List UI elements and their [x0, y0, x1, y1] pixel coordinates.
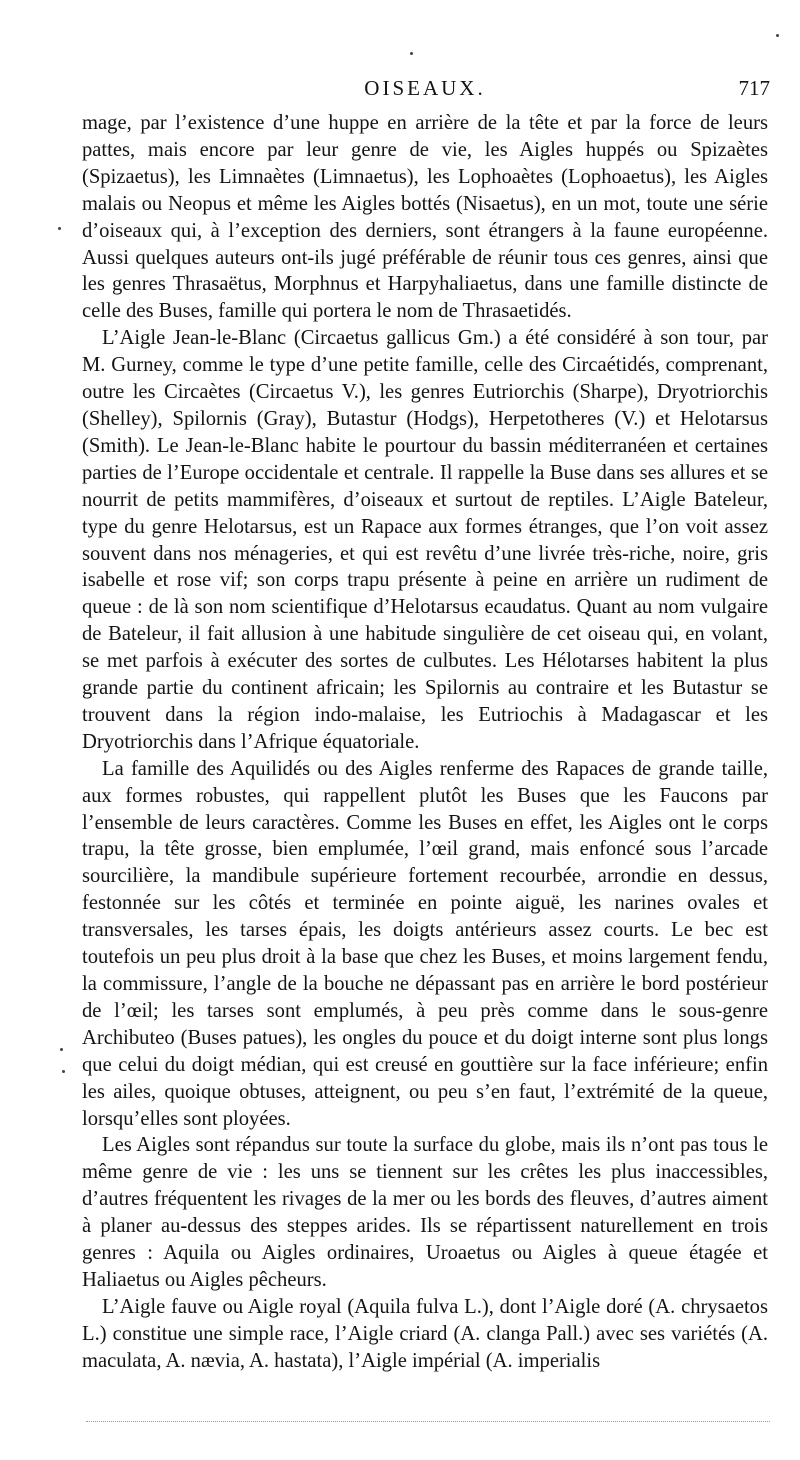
paragraph-aquila-species: L’Aigle fauve ou Aigle royal (Aquila fulva L.), dont l’Aigle doré (A. chrysaetos L.) constitue une simple race, l’Aigle criard (A. clanga Pall.) avec ses variétés (A. maculata, A. nævia, A. hastata), l’Aigle impérial (A. imperialis [82, 1295, 768, 1372]
scan-speck [58, 227, 61, 230]
page-number: 717 [738, 76, 770, 100]
bottom-scan-noise [86, 1421, 770, 1422]
paragraph-distribution: Les Aigles sont répandus sur toute la surface du globe, mais ils n’ont pas tous le même genre de vie : les uns se tiennent sur les crêtes les plus inaccessibles, d’autres fréquentent les rivages de la mer ou les bords des fleuves, d’autres aiment à planer au-dessus des steppes arides. Ils se répartissent naturellement en trois genres : Aquila ou Aigles ordinaires, Uroaetus ou Aigles à queue étagée et Haliaetus ou Aigles pêcheurs. [82, 1134, 768, 1291]
scan-speck [60, 1048, 63, 1051]
scan-speck [776, 34, 779, 37]
scan-speck [410, 52, 413, 55]
running-title: OISEAUX. [364, 76, 486, 100]
scan-speck [62, 1070, 65, 1073]
paragraph-aquilidae: La famille des Aquilidés ou des Aigles renferme des Rapaces de grande taille, aux formes robustes, qui rappellent plutôt les Buses que les Faucons par l’ensemble de leurs caractères. Comme les Buses en effet, les Aigles ont le corps trapu, la tête grosse, bien emplumée, l’œil grand, mais enfoncé sous l’arcade sourcilière, la mandibule supérieure fortement recourbée, arrondie en dessus, festonnée sur les côtés et terminée en pointe aiguë, les narines ovales et transversales, les tarses épais, les doigts antérieurs assez courts. Le bec est toutefois un peu plus droit à la base que chez les Buses, et moins largement fendu, la commissure, l’angle de la bouche ne dépassant pas en arrière le bord postérieur de l’œil; les tarses sont emplumés, à peu près comme dans le sous-genre Archibuteo (Buses patues), les ongles du pouce et du doigt interne sont plus longs que celui du doigt médian, qui est creusé en gouttière sur la face inférieure; enfin les ailes, quoique obtuses, atteignent, ou peu s’en faut, l’extrémité de la queue, lorsqu’elles sont ployées. [82, 757, 768, 1130]
paragraph-circaetidae: L’Aigle Jean-le-Blanc (Circaetus gallicus Gm.) a été considéré à son tour, par M. Gurney, comme le type d’une petite famille, celle des Circaétidés, comprenant, outre les Circaètes (Circaetus V.), les genres Eutriorchis (Sharpe), Dryotriorchis (Shelley), Spilornis (Gray), Butastur (Hodgs), Herpetotheres (V.) et Helotarsus (Smith). Le Jean-le-Blanc habite le pourtour du bassin méditerranéen et certaines parties de l’Europe occidentale et centrale. Il rappelle la Buse dans ses allures et se nourrit de petits mammifères, d’oiseaux et surtout de reptiles. L’Aigle Bateleur, type du genre Helotarsus, est un Rapace aux formes étranges, que l’on voit assez souvent dans nos ménageries, et qui est revêtu d’une livrée très-riche, noire, gris isabelle et rose vif; son corps trapu présente à peine en arrière un rudiment de queue : de là son nom scientifique d’Helotarsus ecaudatus. Quant au nom vulgaire de Bateleur, il fait allusion à une habitude singulière de cet oiseau qui, en volant, se met parfois à exécuter des sortes de culbutes. Les Hélotarses habitent la plus grande partie du continent africain; les Spilornis au contraire et les Butastur se trouvent dans la région indo-malaise, les Eutriochis à Madagascar et les Dryotriorchis dans l’Afrique équatoriale. [82, 327, 768, 753]
body-text [82, 110, 768, 1375]
page-header [80, 72, 770, 106]
paragraph-spizaetes: mage, par l’existence d’une huppe en arrière de la tête et par la force de leurs pattes, mais encore par leur genre de vie, les Aigles huppés ou Spizaètes (Spizaetus), les Limnaètes (Limnaetus), les Lophoaètes (Lophoaetus), les Aigles malais ou Neopus et même les Aigles bottés (Nisaetus), en un mot, toute une série d’oiseaux qui, à l’exception des derniers, sont étrangers à la faune européenne. Aussi quelques auteurs ont-ils jugé préférable de réunir tous ces genres, ainsi que les genres Thrasaëtus, Morphnus et Harpyhaliaetus, dans une famille distincte de celle des Buses, famille qui portera le nom de Thrasaetidés. [82, 112, 768, 323]
